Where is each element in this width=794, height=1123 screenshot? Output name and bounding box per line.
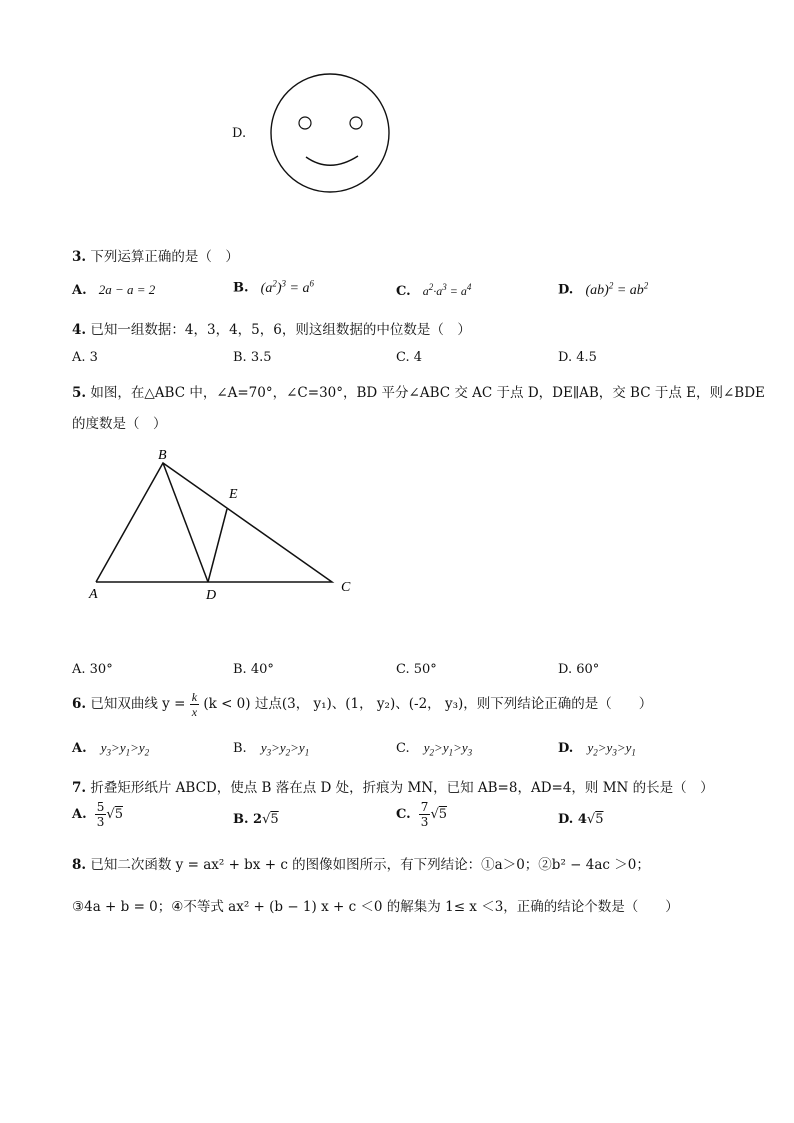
q6-option-a-expr: $y_3>y_1>y_2$ <box>100 740 150 758</box>
q4-text: 已知一组数据：4，3，4，5，6，则这组数据的中位数是（ ） <box>90 322 471 338</box>
q6-option-c: C. $y_2>y_1>y_3$ <box>396 740 473 758</box>
q8-line-2: ③4a + b = 0；④不等式 ax² + (b − 1) x + c ＜0 的解集为 1≤ x ＜3，正确的结论个数是（ ） <box>72 899 679 915</box>
q2-option-d-label: D. <box>232 126 247 141</box>
q6-number: 6. <box>72 696 87 712</box>
smiley-mouth <box>306 156 358 165</box>
q3-option-d-expr: $(ab)^2 = ab^2$ <box>585 280 649 298</box>
smiley-right-eye <box>350 117 362 129</box>
q3-option-c-expr: $a^2\cdot a^3 = a^4$ <box>422 282 472 298</box>
q3-option-d: D. $(ab)^2 = ab^2$ <box>558 280 649 298</box>
q3-option-a-expr: 2a − a = 2 <box>98 282 156 297</box>
q3-option-b: B. $(a^2)^3 = a^6$ <box>233 278 314 296</box>
q6-text-pre: 已知双曲线 y = <box>90 696 186 712</box>
smiley-face-figure <box>266 70 396 196</box>
q7-option-a-fraction: $\frac{5}{3}$ <box>96 800 105 829</box>
q6-option-b-expr: $y_3>y_2>y_1$ <box>260 740 310 758</box>
q4-number: 4. <box>72 322 87 338</box>
q4-option-c: C. 4 <box>396 350 423 365</box>
q5-text-cont: 的度数是（ ） <box>72 416 167 432</box>
q5-option-d: D. 60° <box>558 662 600 677</box>
q5-number: 5. <box>72 385 87 401</box>
triangle-figure <box>80 440 370 610</box>
q8-number: 8. <box>72 857 87 873</box>
q7-stem <box>72 776 714 796</box>
point-d-label: D <box>206 588 217 603</box>
q5-stem <box>72 381 765 401</box>
q4-option-d: D. 4.5 <box>558 350 597 365</box>
q6-option-d-expr: $y_2>y_3>y_1$ <box>587 740 636 758</box>
triangle-abc <box>96 463 332 582</box>
q6-fraction: $\frac{k}{x}$ <box>191 690 198 719</box>
q6-stem <box>72 690 652 719</box>
q4-stem <box>72 318 471 338</box>
q4-option-b: B. 3.5 <box>233 350 272 365</box>
q8-stem <box>72 853 650 873</box>
q7-option-a-sqrt: √5 <box>106 807 123 822</box>
q3-stem <box>72 245 239 265</box>
point-e-label: E <box>229 487 238 502</box>
q3-number: 3. <box>72 249 87 265</box>
q6-option-b: B. $y_3>y_2>y_1$ <box>233 740 310 758</box>
q7-option-b: B. 2√5 <box>233 812 279 827</box>
q8-line-1: 已知二次函数 y = ax² + bx + c 的图像如图所示，有下列结论：①a＞0；②b² − 4ac ＞0； <box>90 857 650 873</box>
point-a-label: A <box>89 587 98 602</box>
q7-option-c-fraction: $\frac{7}{3}$ <box>420 800 429 829</box>
point-c-label: C <box>341 580 351 595</box>
q6-option-a: A. $y_3>y_1>y_2$ <box>72 740 150 758</box>
smiley-head <box>271 74 389 192</box>
q7-text: 折叠矩形纸片 ABCD，使点 B 落在点 D 处，折痕为 MN，已知 AB=8，AD=4，则 MN 的长是（ ） <box>90 780 714 796</box>
q5-option-c: C. 50° <box>396 662 437 677</box>
q7-option-c: C. $\frac{7}{3}$ √5 <box>396 800 448 829</box>
q5-option-b: B. 40° <box>233 662 274 677</box>
q5-text: 如图，在△ABC 中，∠A=70°，∠C=30°，BD 平分∠ABC 交 AC 于点 D，DE∥AB，交 BC 于点 E，则∠BDE <box>90 385 765 401</box>
q7-number: 7. <box>72 780 87 796</box>
segment-de <box>208 509 227 582</box>
q6-option-d: D. $y_2>y_3>y_1$ <box>558 740 636 758</box>
q7-option-c-sqrt: √5 <box>430 807 448 822</box>
q7-option-b-sqrt: √5 <box>262 812 279 827</box>
point-b-label: B <box>158 448 167 463</box>
q4-option-a: A. 3 <box>72 350 98 365</box>
q3-option-a: A. 2a − a = 2 <box>72 282 156 298</box>
q3-text: 下列运算正确的是（ ） <box>90 249 239 265</box>
q3-option-c: C. $a^2\cdot a^3 = a^4$ <box>396 282 472 299</box>
segment-bd <box>163 463 208 582</box>
q7-option-d: D. 4√5 <box>558 812 604 827</box>
q3-option-b-expr: $(a^2)^3 = a^6$ <box>260 278 314 296</box>
q7-option-a: A. $\frac{5}{3}$ √5 <box>72 800 123 829</box>
smiley-left-eye <box>299 117 311 129</box>
q5-option-a: A. 30° <box>72 662 113 677</box>
q6-text-post: (k < 0) 过点(3， y₁)、(1， y₂)、(-2， y₃)，则下列结论正确的是（ ） <box>203 696 653 712</box>
q7-option-d-sqrt: √5 <box>586 812 604 827</box>
q6-option-c-expr: $y_2>y_1>y_3$ <box>423 740 473 758</box>
